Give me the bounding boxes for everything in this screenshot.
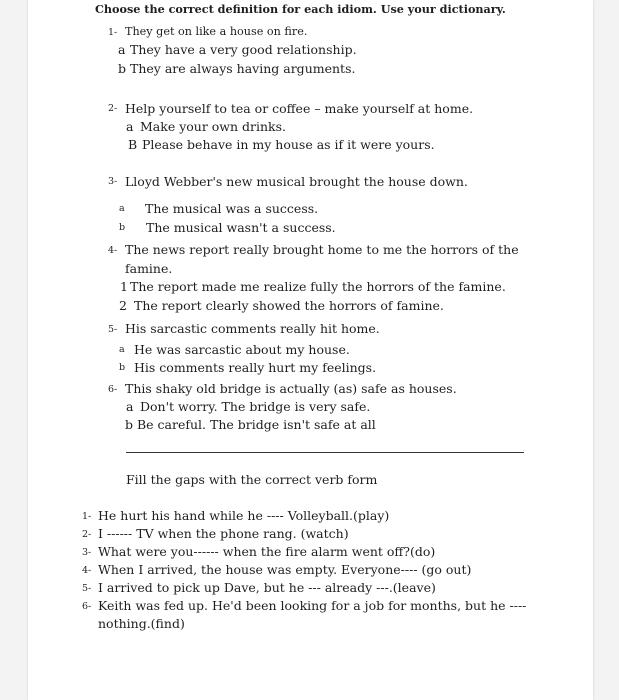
gap1-number: 1- xyxy=(82,511,92,522)
item1-option-b-text: They are always having arguments. xyxy=(130,61,356,76)
gap4-number: 4- xyxy=(82,565,92,576)
item2-idiom: Help yourself to tea or coffee – make yourself at home. xyxy=(125,101,474,116)
item6-option-b-letter: b xyxy=(125,417,134,432)
item2-number: 2- xyxy=(108,103,118,114)
item6-option-b-text: Be careful. The bridge isn't safe at all xyxy=(137,417,376,432)
item4-idiom-continued: famine. xyxy=(125,261,173,276)
item3-option-a-letter: a xyxy=(119,203,125,214)
gap6-number: 6- xyxy=(82,601,92,612)
gap5-text: I arrived to pick up Dave, but he --- already ---.(leave) xyxy=(98,580,436,595)
item2-option-b-text: Please behave in my house as if it were yours. xyxy=(142,137,435,152)
gap6-text-continued: nothing.(find) xyxy=(98,616,185,631)
item5-number: 5- xyxy=(108,324,118,335)
gap4-text: When I arrived, the house was empty. Everyone---- (go out) xyxy=(98,562,472,577)
gap2-number: 2- xyxy=(82,529,92,540)
gap3-text: What were you------ when the fire alarm went off?(do) xyxy=(98,544,436,559)
item3-option-a-text: The musical was a success. xyxy=(145,201,319,216)
section2-heading: Fill the gaps with the correct verb form xyxy=(126,472,378,487)
gap6-text: Keith was fed up. He'd been looking for a job for months, but he ---- xyxy=(98,598,527,613)
item6-option-a-text: Don't worry. The bridge is very safe. xyxy=(140,399,371,414)
item1-idiom: They get on like a house on fire. xyxy=(125,25,308,38)
item3-number: 3- xyxy=(108,176,118,187)
section-divider xyxy=(126,452,524,453)
item4-option-1-text: The report made me realize fully the horrors of the famine. xyxy=(130,279,506,294)
item3-idiom: Lloyd Webber's new musical brought the house down. xyxy=(125,174,468,189)
item1-option-a-letter: a xyxy=(118,42,126,57)
item3-option-b-letter: b xyxy=(119,222,126,233)
item2-option-b-letter: B xyxy=(128,137,138,152)
item3-option-b-text: The musical wasn't a success. xyxy=(146,220,336,235)
item5-option-a-text: He was sarcastic about my house. xyxy=(134,342,350,357)
item1-option-b-letter: b xyxy=(118,61,127,76)
item4-option-2-text: The report clearly showed the horrors of famine. xyxy=(134,298,444,313)
item5-option-b-letter: b xyxy=(119,362,126,373)
item2-option-a-text: Make your own drinks. xyxy=(140,119,287,134)
item4-idiom: The news report really brought home to me the horrors of the xyxy=(125,242,519,257)
item5-option-a-letter: a xyxy=(119,344,125,355)
item4-number: 4- xyxy=(108,245,118,256)
item1-option-a-text: They have a very good relationship. xyxy=(130,42,357,57)
item5-idiom: His sarcastic comments really hit home. xyxy=(125,321,380,336)
item1-number: 1- xyxy=(108,27,118,38)
gap2-text: I ------ TV when the phone rang. (watch) xyxy=(98,526,349,541)
item6-idiom: This shaky old bridge is actually (as) safe as houses. xyxy=(125,381,457,396)
item2-option-a-letter: a xyxy=(126,119,134,134)
gap3-number: 3- xyxy=(82,547,92,558)
gap1-text: He hurt his hand while he ---- Volleyball.(play) xyxy=(98,508,390,523)
item4-option-2-number: 2 xyxy=(119,298,127,313)
item4-option-1-number: 1 xyxy=(120,279,128,294)
gap5-number: 5- xyxy=(82,583,92,594)
item6-number: 6- xyxy=(108,384,118,395)
section1-heading: Choose the correct definition for each idiom. Use your dictionary. xyxy=(95,2,506,16)
item5-option-b-text: His comments really hurt my feelings. xyxy=(134,360,377,375)
item6-option-a-letter: a xyxy=(126,399,134,414)
